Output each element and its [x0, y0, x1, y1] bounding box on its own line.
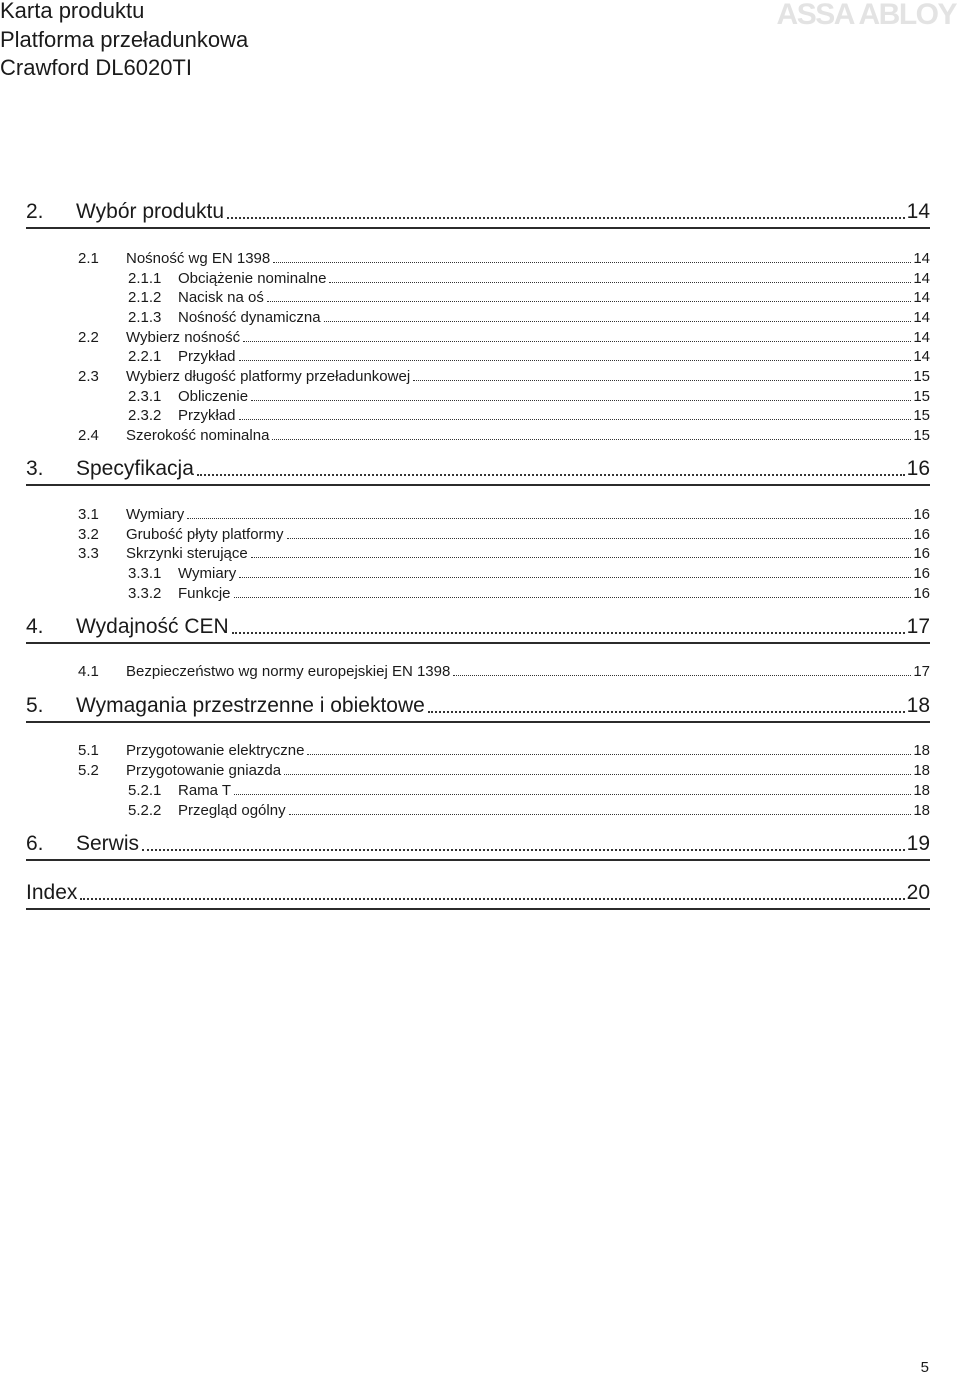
toc-entry-number: 3.3	[78, 545, 99, 562]
toc-subsection-entry[interactable]	[128, 583, 930, 602]
toc-section-rule	[26, 908, 930, 910]
toc-entry-title: Nacisk na oś	[178, 289, 264, 306]
toc-dot-leader	[251, 400, 911, 401]
toc-subsection-entry[interactable]	[128, 386, 930, 405]
toc-entry-page: 18	[913, 762, 930, 779]
toc-entry-title: Index	[26, 881, 78, 904]
toc-dot-leader	[453, 675, 911, 676]
toc-entry-page: 18	[913, 802, 930, 819]
toc-subsection-entry[interactable]	[78, 504, 930, 523]
toc-entry-page: 15	[913, 388, 930, 405]
toc-dot-leader	[239, 360, 912, 361]
toc-entry-number: 3.1	[78, 506, 99, 523]
toc-entry-page: 14	[913, 329, 930, 346]
toc-entry-title: Funkcje	[178, 585, 231, 602]
toc-entry-title: Wymiary	[126, 506, 185, 523]
toc-subsection-entry[interactable]	[128, 800, 930, 819]
toc-entry-number: 2.1	[78, 250, 99, 267]
toc-entry-title: Nośność dynamiczna	[178, 309, 321, 326]
document-header	[0, 0, 248, 83]
toc-entry-number: 2.3.1	[128, 388, 162, 405]
toc-entry-title: Nośność wg EN 1398	[126, 250, 271, 267]
toc-entry-number: 5.1	[78, 742, 99, 759]
toc-entry-page: 15	[913, 407, 930, 424]
toc-entry-number: 5.2.2	[128, 802, 162, 819]
toc-entry-number: 2.	[26, 200, 44, 223]
toc-entry-title: Przykład	[178, 407, 236, 424]
toc-section-rule	[26, 721, 930, 723]
toc-entry-title: Rama T	[178, 782, 232, 799]
toc-subsection-entry[interactable]	[78, 366, 930, 385]
toc-dot-leader	[273, 262, 911, 263]
toc-entry-page: 18	[913, 782, 930, 799]
toc-entry-number: 2.3	[78, 368, 99, 385]
toc-entry-number: 4.1	[78, 663, 99, 680]
toc-dot-leader	[142, 849, 905, 851]
toc-subsection-entry[interactable]	[128, 405, 930, 424]
toc-dot-leader	[197, 474, 905, 476]
toc-entry-title: Bezpieczeństwo wg normy europejskiej EN 1398	[126, 663, 451, 680]
toc-entry-title: Specyfikacja	[76, 457, 194, 480]
toc-entry-number: 3.	[26, 457, 44, 480]
toc-dot-leader	[413, 380, 911, 381]
toc-entry-page: 14	[906, 200, 930, 223]
toc-entry-title: Przygotowanie gniazda	[126, 762, 282, 779]
toc-dot-leader	[329, 282, 911, 283]
toc-entry-number: 3.2	[78, 526, 99, 543]
toc-dot-leader	[80, 898, 904, 900]
toc-entry-page: 16	[906, 457, 930, 480]
toc-entry-title: Wybierz nośność	[126, 329, 241, 346]
toc-dot-leader	[428, 711, 905, 713]
toc-entry-number: 3.3.2	[128, 585, 162, 602]
toc-entry-title: Wydajność CEN	[76, 615, 229, 638]
toc-dot-leader	[227, 217, 905, 219]
toc-entry-page: 18	[913, 742, 930, 759]
toc-dot-leader	[284, 774, 911, 775]
toc-dot-leader	[251, 557, 912, 558]
toc-dot-leader	[232, 632, 905, 634]
toc-entry-page: 16	[913, 526, 930, 543]
toc-section-entry[interactable]	[26, 196, 930, 224]
toc-dot-leader	[239, 419, 912, 420]
page-number: 5	[920, 1359, 929, 1376]
toc-subsection-entry[interactable]	[128, 307, 930, 326]
toc-entry-number: 2.4	[78, 427, 99, 444]
toc-section-rule	[26, 642, 930, 644]
toc-entry-number: 5.	[26, 694, 44, 717]
toc-section-rule	[26, 227, 930, 229]
toc-subsection-entry[interactable]	[78, 543, 930, 562]
toc-entry-number: 5.2.1	[128, 782, 162, 799]
toc-entry-page: 15	[913, 427, 930, 444]
toc-entry-page: 16	[913, 506, 930, 523]
header-product-line: Platforma przeładunkowa	[0, 26, 249, 52]
assa-abloy-logo: ASSA ABLOY	[776, 0, 956, 31]
toc-entry-title: Serwis	[76, 832, 140, 855]
toc-subsection-entry[interactable]	[128, 780, 930, 799]
toc-entry-page: 14	[913, 309, 930, 326]
toc-dot-leader	[234, 794, 911, 795]
toc-subsection-entry[interactable]	[128, 346, 930, 365]
toc-subsection-entry[interactable]	[78, 760, 930, 779]
toc-entry-page: 14	[913, 250, 930, 267]
toc-entry-page: 14	[913, 348, 930, 365]
header-model-line: Crawford DL6020TI	[0, 55, 192, 80]
toc-entry-page: 18	[906, 694, 930, 717]
toc-entry-number: 2.3.2	[128, 407, 162, 424]
toc-subsection-entry[interactable]	[128, 268, 930, 287]
toc-entry-number: 2.1.2	[128, 289, 162, 306]
toc-entry-number: 2.1.1	[128, 270, 162, 287]
toc-entry-number: 3.3.1	[128, 565, 162, 582]
toc-entry-title: Wybór produktu	[76, 200, 225, 223]
toc-subsection-entry[interactable]	[78, 327, 930, 346]
toc-section-entry[interactable]	[26, 611, 930, 639]
toc-entry-page: 16	[913, 585, 930, 602]
toc-entry-page: 17	[913, 663, 930, 680]
toc-entry-title: Skrzynki sterujące	[126, 545, 248, 562]
toc-entry-page: 15	[913, 368, 930, 385]
toc-section-entry[interactable]	[26, 453, 930, 481]
toc-entry-number: 2.2	[78, 329, 99, 346]
toc-dot-leader	[307, 754, 911, 755]
toc-dot-leader	[287, 538, 912, 539]
toc-subsection-entry[interactable]	[128, 563, 930, 582]
toc-subsection-entry[interactable]	[78, 740, 930, 759]
toc-entry-title: Przykład	[178, 348, 236, 365]
toc-entry-page: 20	[906, 881, 930, 904]
toc-entry-title: Wymagania przestrzenne i obiektowe	[76, 694, 425, 717]
toc-entry-page: 17	[906, 615, 930, 638]
toc-entry-title: Wymiary	[178, 565, 237, 582]
toc-dot-leader	[239, 577, 911, 578]
toc-entry-title: Wybierz długość platformy przeładunkowej	[126, 368, 411, 385]
toc-entry-page: 16	[913, 565, 930, 582]
toc-entry-title: Przegląd ogólny	[178, 802, 286, 819]
toc-entry-title: Obciążenie nominalne	[178, 270, 327, 287]
toc-entry-number: 2.1.3	[128, 309, 162, 326]
toc-entry-page: 14	[913, 289, 930, 306]
toc-entry-title: Grubość płyty platformy	[126, 526, 284, 543]
toc-dot-leader	[187, 518, 911, 519]
toc-entry-number: 2.2.1	[128, 348, 162, 365]
toc-entry-page: 19	[906, 832, 930, 855]
toc-dot-leader	[243, 341, 911, 342]
toc-section-entry[interactable]	[26, 877, 930, 905]
toc-section-rule	[26, 484, 930, 486]
toc-dot-leader	[289, 814, 912, 815]
header-title-line: Karta produktu	[0, 0, 145, 23]
toc-section-entry[interactable]	[26, 690, 930, 718]
toc-subsection-entry[interactable]	[78, 524, 930, 543]
toc-dot-leader	[234, 597, 912, 598]
toc-entry-number: 5.2	[78, 762, 99, 779]
toc-subsection-entry[interactable]	[78, 661, 930, 680]
toc-subsection-entry[interactable]	[128, 287, 930, 306]
toc-entry-page: 14	[913, 270, 930, 287]
toc-entry-title: Obliczenie	[178, 388, 249, 405]
toc-subsection-entry[interactable]	[78, 248, 930, 267]
toc-entry-number: 4.	[26, 615, 44, 638]
toc-subsection-entry[interactable]	[78, 425, 930, 444]
toc-entry-number: 6.	[26, 832, 44, 855]
toc-section-rule	[26, 859, 930, 861]
toc-entry-title: Przygotowanie elektryczne	[126, 742, 305, 759]
toc-dot-leader	[324, 321, 912, 322]
toc-entry-page: 16	[913, 545, 930, 562]
toc-dot-leader	[267, 301, 911, 302]
toc-section-entry[interactable]	[26, 828, 930, 856]
toc-entry-title: Szerokość nominalna	[126, 427, 270, 444]
toc-dot-leader	[272, 439, 911, 440]
